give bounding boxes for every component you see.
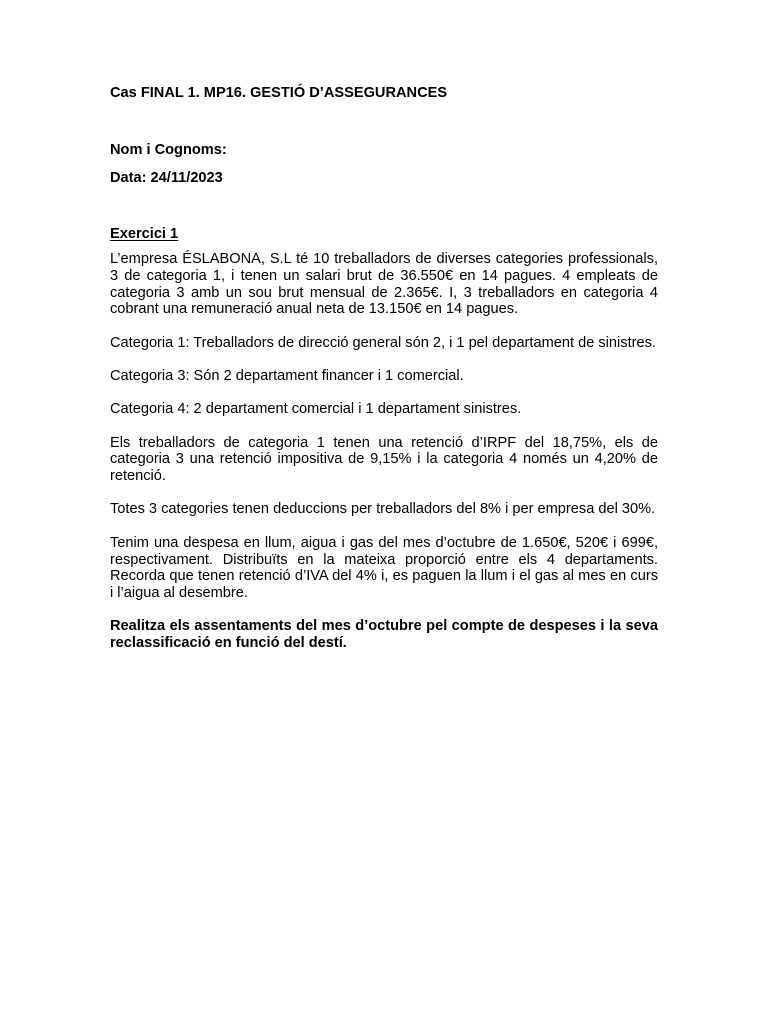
date-label: Data: 24/11/2023	[110, 170, 223, 186]
exercise-heading: Exercici 1	[110, 226, 179, 242]
exercise-body	[110, 251, 658, 669]
document-title: Cas FINAL 1. MP16. GESTIÓ D’ASSEGURANCES	[110, 85, 448, 101]
name-label: Nom i Cognoms:	[110, 142, 227, 158]
paragraph-company-workers: L’empresa ÉSLABONA, S.L té 10 treballadors de diverses categories professionals, 3 de categoria 1, i tenen un salari brut de 36.550€ en 14 pagues. 4 empleats de categoria 3 amb un sou brut mensual de 2.365€. I, 3 treballadors en categoria 4 cobrant una remuneració anual neta de 13.150€ en 14 pagues.	[110, 251, 658, 318]
paragraph-utilities-expense: Tenim una despesa en llum, aigua i gas del mes d’octubre de 1.650€, 520€ i 699€, respectivament. Distribuïts en la mateixa proporció entre els 4 departaments. Recorda que tenen retenció d’IVA del 4% i, es paguen la llum i el gas al mes en curs i l’aigua al desembre.	[110, 534, 658, 602]
paragraph-deductions: Totes 3 categories tenen deduccions per treballadors del 8% i per empresa del 30%.	[110, 501, 656, 518]
paragraph-irpf-retention: Els treballadors de categoria 1 tenen una retenció d’IRPF del 18,75%, els de categoria 3 una retenció impositiva de 9,15% i la categoria 4 només un 4,20% de retenció.	[110, 434, 658, 485]
paragraph-instruction: Realitza els assentaments del mes d’octubre pel compte de despeses i la seva reclassificació en funció del destí.	[110, 618, 658, 652]
paragraph-category-3: Categoria 3: Són 2 departament financer i 1 comercial.	[110, 367, 464, 384]
paragraph-category-1: Categoria 1: Treballadors de direcció general són 2, i 1 pel departament de sinistres.	[110, 334, 656, 351]
paragraph-category-4: Categoria 4: 2 departament comercial i 1 departament sinistres.	[110, 401, 522, 418]
